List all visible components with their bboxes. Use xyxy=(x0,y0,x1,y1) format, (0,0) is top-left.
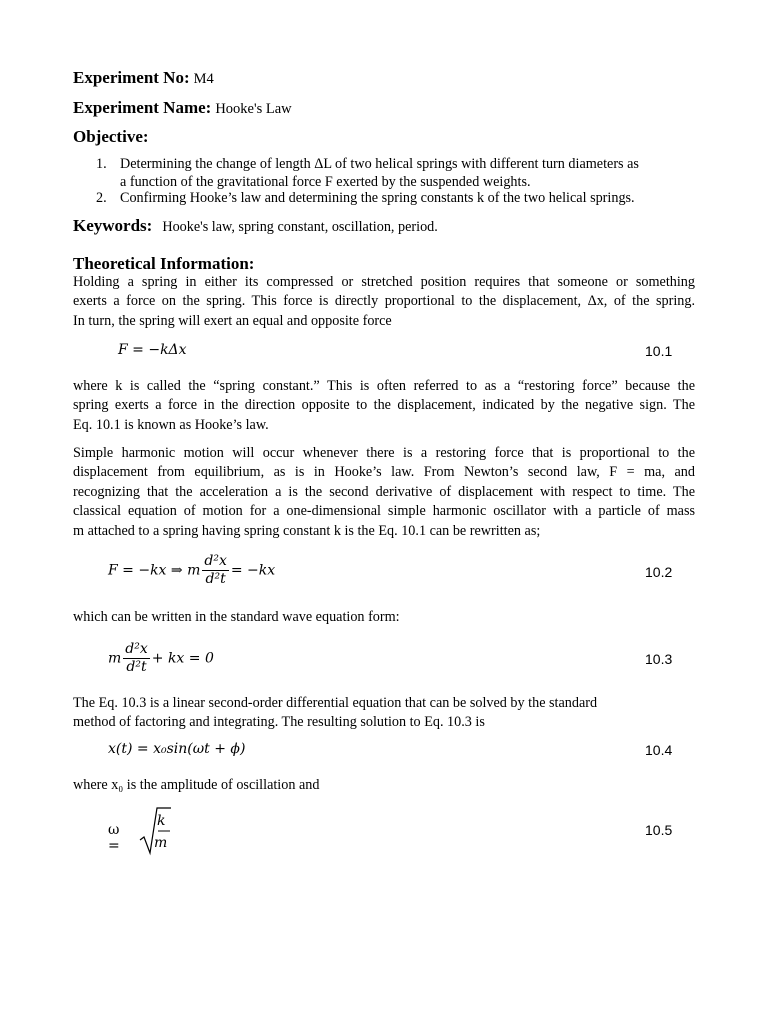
keywords-row xyxy=(73,216,438,236)
objective-number: 1. xyxy=(96,156,107,172)
theory-paragraph-3 xyxy=(73,444,695,541)
objective-text-line: a function of the gravitational force F exerted by the suspended weights. xyxy=(120,174,531,190)
keywords-label: Keywords: xyxy=(73,216,153,235)
equation-10-2 xyxy=(108,553,275,588)
objective-text-line: Confirming Hooke’s law and determining the spring constants k of the two helical springs. xyxy=(120,190,635,206)
fraction xyxy=(202,553,228,588)
paragraph-line: displacement from equilibrium, as is in Hooke’s law. From Newton’s second law, F = ma, and xyxy=(73,464,695,481)
paragraph-line: spring exerts a force in the direction opposite to the displacement, indicated by the negative sign. The xyxy=(73,397,695,414)
experiment-name-row xyxy=(73,98,292,118)
equation-10-1: F = −kΔx xyxy=(118,342,187,358)
experiment-name-label: Experiment Name: xyxy=(73,98,212,117)
theory-heading: Theoretical Information: xyxy=(73,254,255,273)
fraction xyxy=(123,641,149,676)
fraction-numerator: d²x xyxy=(204,553,227,569)
objective-heading: Objective: xyxy=(73,127,149,146)
paragraph-line: m attached to a spring having spring constant k is the Eq. 10.1 can be rewritten as; xyxy=(73,522,541,539)
experiment-number-label: Experiment No: xyxy=(73,68,190,87)
theory-paragraph-6: where x₀ is the amplitude of oscillation and xyxy=(73,777,320,793)
equation-number: 10.3 xyxy=(645,651,673,667)
paragraph-line: classical equation of motion for a one-dimensional simple harmonic oscillator with a particle of mass xyxy=(73,503,695,520)
theory-paragraph-2 xyxy=(73,377,695,435)
equation-lhs: m xyxy=(108,650,122,667)
fraction-denominator: d²t xyxy=(205,571,226,587)
paragraph-line: Simple harmonic motion will occur whenever there is a restoring force that is proportional to the xyxy=(73,445,695,461)
paragraph-line: recognizing that the acceleration a is the second derivative of displacement with respect to time. The xyxy=(73,483,695,500)
keywords-value: Hooke's law, spring constant, oscillation, period. xyxy=(162,219,438,235)
theory-paragraph-5 xyxy=(73,694,695,733)
equation-10-4: x(t) = x₀sin(ωt + ϕ) xyxy=(108,741,246,757)
paragraph-line: Holding a spring in either its compressed or stretched position requires that someone or something xyxy=(73,274,695,290)
paragraph-line: The Eq. 10.3 is a linear second-order differential equation that can be solved by the standard xyxy=(73,695,598,711)
equation-rhs: = −kx xyxy=(230,562,276,579)
experiment-number-row xyxy=(73,68,214,88)
equation-lhs: ω = xyxy=(108,822,120,854)
objective-text-line: Determining the change of length ΔL of two helical springs with different turn diameters as xyxy=(120,156,639,172)
fraction-numerator: d²x xyxy=(125,641,148,657)
experiment-number-value: M4 xyxy=(193,71,214,87)
equation-number: 10.5 xyxy=(645,822,673,838)
theory-paragraph-1 xyxy=(73,273,695,331)
equation-rhs: + kx = 0 xyxy=(151,650,214,667)
equation-10-3 xyxy=(108,641,214,676)
paragraph-line: exerts a force on the spring. This force is directly proportional to the displacement, Δx, of the spring. xyxy=(73,293,695,310)
equation-number: 10.4 xyxy=(645,742,673,758)
paragraph-line: In turn, the spring will exert an equal and opposite force xyxy=(73,312,392,329)
paragraph-line: method of factoring and integrating. The resulting solution to Eq. 10.3 is xyxy=(73,714,485,731)
paragraph-line: where k is called the “spring constant.” This is often referred to as a “restoring force” because the xyxy=(73,378,695,394)
equation-number: 10.2 xyxy=(645,564,673,580)
fraction-numerator: k xyxy=(157,813,166,829)
equation-number: 10.1 xyxy=(645,343,673,359)
fraction-denominator: d²t xyxy=(126,659,147,675)
objective-number: 2. xyxy=(96,190,107,206)
equation-lhs: F = −kx ⇒ m xyxy=(108,562,201,579)
paragraph-line: Eq. 10.1 is known as Hooke’s law. xyxy=(73,416,269,433)
experiment-name-value: Hooke's Law xyxy=(215,101,292,117)
fraction-denominator: m xyxy=(154,835,168,851)
theory-paragraph-4: which can be written in the standard wave equation form: xyxy=(73,609,400,625)
